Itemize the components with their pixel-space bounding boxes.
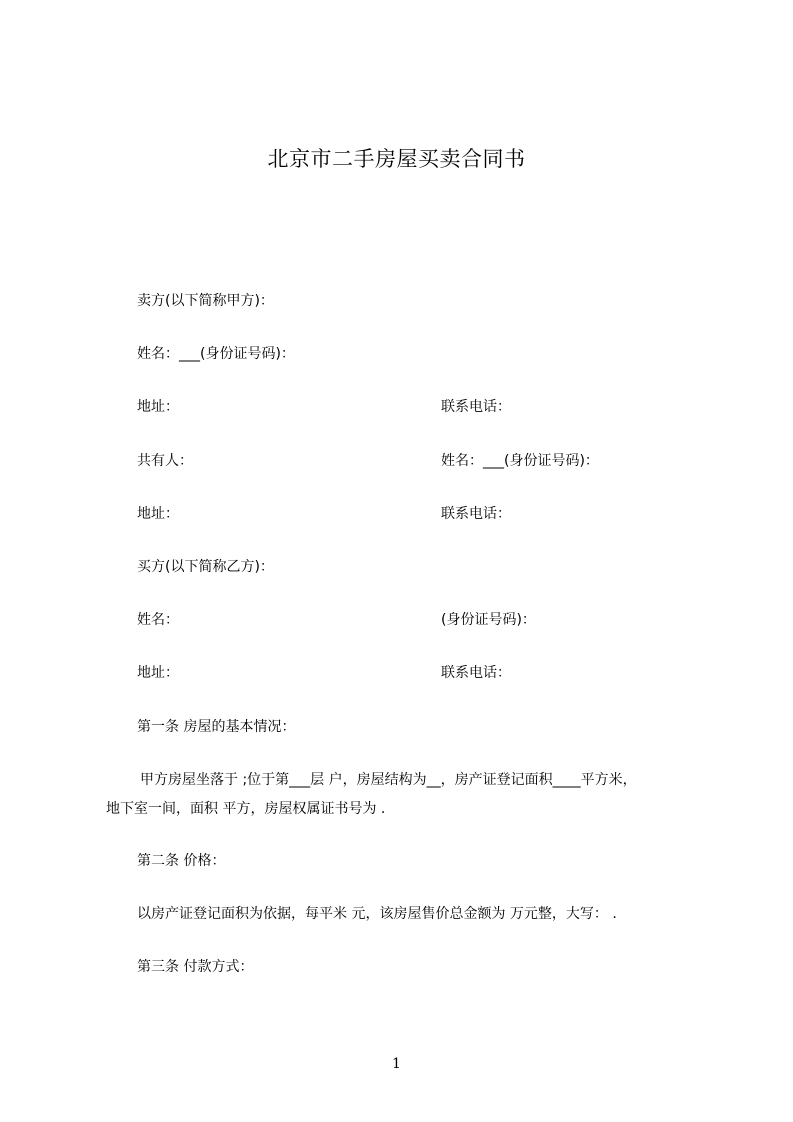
article1-text-line1: 甲方房屋坐落于 ;位于第___层 户，房屋结构为__，房产证登记面积____平方米， [140,772,637,788]
seller-phone-line: 联系电话： [441,399,511,415]
article1-heading: 第一条 房屋的基本情况： [137,719,296,735]
document-title: 北京市二手房屋买卖合同书 [267,147,526,171]
coowner-label: 共有人： [137,453,193,469]
coowner-address-line: 地址： [137,506,179,522]
article2-text: 以房产证登记面积为依据，每平米 元，该房屋售价总金额为 万元整，大写： . [137,906,617,922]
article1-text-line2: 地下室一间，面积 平方，房屋权属证书号为 . [106,801,386,817]
seller-heading: 卖方(以下简称甲方)： [137,293,274,309]
coowner-name-line: 姓名：___(身份证号码)： [441,453,599,469]
buyer-name-line: 姓名： [137,612,179,628]
page-number: 1 [392,1056,401,1072]
article2-heading: 第二条 价格： [137,853,226,869]
buyer-heading: 买方(以下简称乙方)： [137,559,274,575]
seller-address-line: 地址： [137,399,179,415]
buyer-address-line: 地址： [137,665,179,681]
article3-heading: 第三条 付款方式： [137,959,254,975]
buyer-id-line: (身份证号码)： [441,612,536,628]
buyer-phone-line: 联系电话： [441,665,511,681]
coowner-phone-line: 联系电话： [441,506,511,522]
seller-name-line: 姓名：___(身份证号码)： [137,346,295,362]
